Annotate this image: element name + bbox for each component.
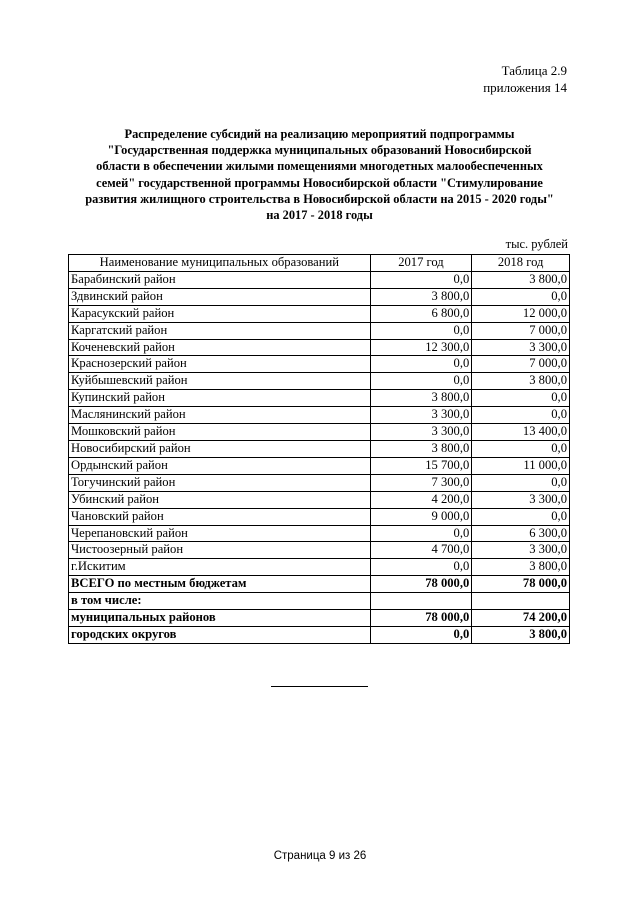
column-header-name: Наименование муниципальных образований bbox=[69, 255, 371, 272]
district-name: Барабинский район bbox=[69, 271, 371, 288]
table-row bbox=[69, 305, 570, 322]
value-2017: 3 800,0 bbox=[370, 390, 472, 407]
table-row bbox=[69, 491, 570, 508]
table-row bbox=[69, 457, 570, 474]
title-line: семей" государственной программы Новосибирской области "Стимулирование bbox=[96, 175, 543, 190]
value-2017: 3 800,0 bbox=[370, 440, 472, 457]
appendix-label: приложения 14 bbox=[483, 80, 567, 95]
table-row bbox=[69, 559, 570, 576]
district-name: г.Искитим bbox=[69, 559, 371, 576]
value-2018: 0,0 bbox=[472, 390, 570, 407]
district-name: Коченевский район bbox=[69, 339, 371, 356]
value-2017: 3 300,0 bbox=[370, 424, 472, 441]
value-2017: 0,0 bbox=[370, 373, 472, 390]
units-label: тыс. рублей bbox=[505, 237, 568, 251]
value-2017: 12 300,0 bbox=[370, 339, 472, 356]
value-2018: 0,0 bbox=[472, 407, 570, 424]
value-2018: 7 000,0 bbox=[472, 322, 570, 339]
value-2017: 4 200,0 bbox=[370, 491, 472, 508]
district-name: Куйбышевский район bbox=[69, 373, 371, 390]
urban-row bbox=[69, 626, 570, 643]
value-2017: 0,0 bbox=[370, 271, 472, 288]
urban-2017: 0,0 bbox=[370, 626, 472, 643]
table-row bbox=[69, 440, 570, 457]
table-row bbox=[69, 356, 570, 373]
value-2018: 3 300,0 bbox=[472, 542, 570, 559]
district-name: Каргатский район bbox=[69, 322, 371, 339]
municipal-2017: 78 000,0 bbox=[370, 610, 472, 627]
value-2017: 0,0 bbox=[370, 525, 472, 542]
value-2018: 0,0 bbox=[472, 288, 570, 305]
table-row bbox=[69, 390, 570, 407]
value-2018: 13 400,0 bbox=[472, 424, 570, 441]
total-label: ВСЕГО по местным бюджетам bbox=[69, 576, 371, 593]
district-name: Убинский район bbox=[69, 491, 371, 508]
district-name: Тогучинский район bbox=[69, 474, 371, 491]
value-2018: 3 300,0 bbox=[472, 339, 570, 356]
district-name: Здвинский район bbox=[69, 288, 371, 305]
page-footer: Страница 9 из 26 bbox=[273, 850, 367, 862]
table-header-row bbox=[69, 255, 570, 272]
district-name: Чистоозерный район bbox=[69, 542, 371, 559]
table-reference bbox=[483, 62, 567, 96]
subsidies-table bbox=[68, 254, 570, 644]
table-row bbox=[69, 525, 570, 542]
total-row bbox=[69, 576, 570, 593]
value-2018: 0,0 bbox=[472, 440, 570, 457]
title-line: на 2017 - 2018 годы bbox=[266, 208, 373, 223]
column-header-2018: 2018 год bbox=[472, 255, 570, 272]
table-row bbox=[69, 373, 570, 390]
table-number: Таблица 2.9 bbox=[501, 63, 567, 78]
district-name: Купинский район bbox=[69, 390, 371, 407]
value-2017: 3 300,0 bbox=[370, 407, 472, 424]
title-line: Распределение субсидий на реализацию мероприятий подпрограммы bbox=[124, 127, 515, 141]
district-name: Маслянинский район bbox=[69, 407, 371, 424]
district-name: Чановский район bbox=[69, 508, 371, 525]
value-2018: 7 000,0 bbox=[472, 356, 570, 373]
including-label: в том числе: bbox=[69, 593, 371, 610]
divider-line bbox=[271, 686, 368, 687]
table-row bbox=[69, 424, 570, 441]
value-2017: 7 300,0 bbox=[370, 474, 472, 491]
value-2018: 6 300,0 bbox=[472, 525, 570, 542]
value-2018: 3 800,0 bbox=[472, 559, 570, 576]
district-name: Черепановский район bbox=[69, 525, 371, 542]
table-row bbox=[69, 542, 570, 559]
table-row bbox=[69, 288, 570, 305]
municipal-2018: 74 200,0 bbox=[472, 610, 570, 627]
value-2018: 3 300,0 bbox=[472, 491, 570, 508]
value-2017: 9 000,0 bbox=[370, 508, 472, 525]
column-header-2017: 2017 год bbox=[370, 255, 472, 272]
urban-label: городских округов bbox=[69, 626, 371, 643]
empty-cell bbox=[472, 593, 570, 610]
title-line: развития жилищного строительства в Новосибирской области на 2015 - 2020 годы" bbox=[85, 191, 554, 206]
value-2018: 3 800,0 bbox=[472, 373, 570, 390]
value-2017: 4 700,0 bbox=[370, 542, 472, 559]
value-2017: 0,0 bbox=[370, 356, 472, 373]
municipal-label: муниципальных районов bbox=[69, 610, 371, 627]
table-row bbox=[69, 508, 570, 525]
municipal-row bbox=[69, 610, 570, 627]
urban-2018: 3 800,0 bbox=[472, 626, 570, 643]
district-name: Краснозерский район bbox=[69, 356, 371, 373]
value-2018: 11 000,0 bbox=[472, 457, 570, 474]
including-row bbox=[69, 593, 570, 610]
value-2018: 0,0 bbox=[472, 474, 570, 491]
value-2018: 3 800,0 bbox=[472, 271, 570, 288]
total-2017: 78 000,0 bbox=[370, 576, 472, 593]
table-row bbox=[69, 322, 570, 339]
district-name: Новосибирский район bbox=[69, 440, 371, 457]
district-name: Ордынский район bbox=[69, 457, 371, 474]
table-row bbox=[69, 474, 570, 491]
value-2017: 0,0 bbox=[370, 322, 472, 339]
value-2017: 0,0 bbox=[370, 559, 472, 576]
table-row bbox=[69, 339, 570, 356]
value-2018: 0,0 bbox=[472, 508, 570, 525]
district-name: Карасукский район bbox=[69, 305, 371, 322]
value-2017: 6 800,0 bbox=[370, 305, 472, 322]
title-line: области в обеспечении жилыми помещениями многодетных малообеспеченных bbox=[96, 159, 543, 174]
value-2017: 15 700,0 bbox=[370, 457, 472, 474]
value-2018: 12 000,0 bbox=[472, 305, 570, 322]
empty-cell bbox=[370, 593, 472, 610]
total-2018: 78 000,0 bbox=[472, 576, 570, 593]
document-title bbox=[68, 126, 571, 223]
value-2017: 3 800,0 bbox=[370, 288, 472, 305]
district-name: Мошковский район bbox=[69, 424, 371, 441]
table-row bbox=[69, 271, 570, 288]
table-row bbox=[69, 407, 570, 424]
title-line: "Государственная поддержка муниципальных образований Новосибирской bbox=[107, 143, 532, 158]
